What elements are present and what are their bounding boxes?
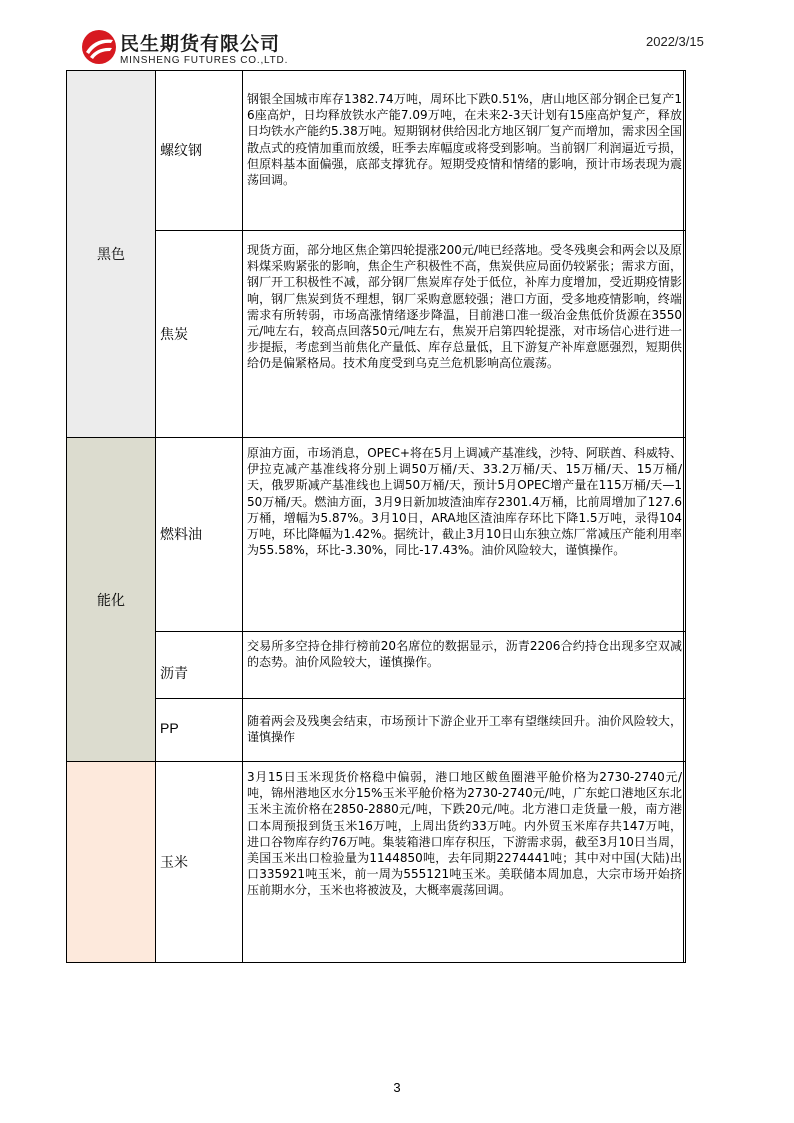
table-border: [155, 698, 686, 699]
table-border: [155, 70, 156, 963]
commodity-commentary: 原油方面，市场消息，OPEC+将在5月上调减产基准线，沙特、阿联酋、科威特、伊拉克减产基准线将分别上调50万桶/天、33.2万桶/天、15万桶/天、15万桶/天，俄罗斯减产基准线也上调50万桶/天，预计5月OPEC增产量在115万桶/天—150万桶/天。燃油方面，3月9日新加坡渣油库存2301.4万桶，比前周增加了127.6万桶，增幅为5.87%。3月10日，ARA地区渣油库存环比下降1.5万吨，录得104万吨，环比降幅为1.42%。据统计，截止3月10日山东独立炼厂常减压产能利用率为55.58%，环比-3.30%，同比-17.43%。油价风险较大，谨慎操作。: [247, 446, 682, 558]
table-border: [66, 761, 155, 762]
table-border: [683, 70, 684, 963]
commodity-name: PP: [160, 719, 179, 736]
category-energy: [66, 437, 155, 761]
table-border: [242, 70, 243, 963]
table-border: [155, 761, 686, 762]
table-border: [685, 70, 686, 963]
category-label: 黑色: [97, 247, 125, 263]
category-black: [66, 70, 155, 437]
minsheng-logo-icon: [80, 28, 118, 66]
table-border: [66, 962, 686, 963]
commodity-commentary: 3月15日玉米现货价格稳中偏弱，港口地区鲅鱼圈港平舱价格为2730-2740元/吨，锦州港地区水分15%玉米平舱价格为2730-2740元/吨，广东蛇口港地区东北玉米主流价格在2850-2880元/吨，下跌20元/吨。北方港口走货量一般，南方港口本周预报到货玉米16万吨，上周出货约33万吨。内外贸玉米库存共147万吨，进口谷物库存约76万吨。集装箱港口库存积压，下游需求弱，截至3月10日当周，美国玉米出口检验量为1144850吨，去年同期2274441吨；其中对中国(大陆)出口335921吨玉米，前一周为555121吨玉米。美联储本周加息，大宗市场开始挤压前期水分，玉米也将被波及，大概率震荡回调。: [247, 770, 682, 898]
commodity-commentary: 随着两会及残奥会结束，市场预计下游企业开工率有望继续回升。油价风险较大，谨慎操作: [247, 714, 682, 745]
commodity-commentary: 现货方面，部分地区焦企第四轮提涨200元/吨已经落地。受冬残奥会和两会以及原料煤采购紧张的影响，焦企生产积极性不高，焦炭供应局面仍较紧张；需求方面，钢厂开工积极性不减，部分钢厂焦炭库存处于低位，补库力度增加，受近期疫情影响，钢厂焦炭到货不理想，钢厂采购意愿较强；港口方面，受多地疫情影响，终端需求有所转弱，市场高涨情绪逐步降温，目前港口准一级冶金焦低价货源在3550元/吨左右，较高点回落50元/吨左右，焦炭开启第四轮提涨，对市场信心进行进一步提振，考虑到当前焦化产量低、库存总量低，且下游复产补库意愿强烈，短期供给仍是偏紧格局。技术角度受到乌克兰危机影响高位震荡。: [247, 243, 682, 371]
commodity-name: 玉米: [160, 855, 188, 871]
category-agriculture: [66, 761, 155, 963]
table-border: [66, 70, 67, 963]
company-name-en: MINSHENG FUTURES CO.,LTD.: [120, 55, 289, 66]
page-number: 3: [393, 1080, 401, 1095]
commodity-name: 螺纹钢: [160, 143, 202, 159]
table-border: [155, 230, 686, 231]
company-name-cn: 民生期货有限公司: [120, 33, 281, 55]
commodity-name: 沥青: [160, 665, 188, 682]
table-border: [155, 631, 686, 632]
report-date: 2022/3/15: [646, 34, 704, 49]
table-border: [155, 70, 686, 71]
commodity-name: 焦炭: [160, 326, 188, 343]
commodity-commentary: 交易所多空持仓排行榜前20名席位的数据显示，沥青2206合约持仓出现多空双减的态势。油价风险较大，谨慎操作。: [247, 639, 682, 670]
category-label: 能化: [97, 592, 125, 609]
table-border: [66, 437, 686, 438]
commodity-table: [66, 70, 686, 963]
company-logo: [80, 28, 320, 72]
commodity-name: 燃料油: [160, 527, 202, 543]
commodity-commentary: 钢银全国城市库存1382.74万吨，周环比下跌0.51%，唐山地区部分钢企已复产16座高炉，日均释放铁水产能7.09万吨，在未来2-3天计划有15座高炉复产，释放日均铁水产能约5.38万吨。短期钢材供给因北方地区钢厂复产而增加，需求因全国散点式的疫情加重而放缓，旺季去库幅度或将受到影响。当前钢厂利润逼近亏损，但原料基本面偏强，底部支撑犹存。短期受疫情和情绪的影响，预计市场表现为震荡回调。: [247, 92, 682, 188]
